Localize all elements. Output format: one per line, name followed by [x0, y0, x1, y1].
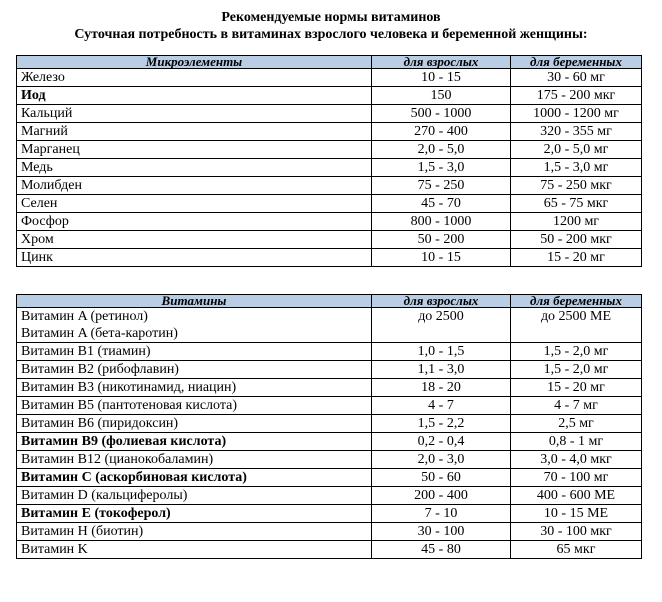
item-name: Цинк — [17, 249, 372, 267]
item-name: Витамин H (биотин) — [17, 523, 372, 541]
adult-value: 1,5 - 2,2 — [372, 415, 511, 433]
adult-value: 30 - 100 — [372, 523, 511, 541]
vitamin-name: Витамин A (ретинол) — [21, 309, 148, 324]
adult-value: 50 - 60 — [372, 469, 511, 487]
item-name: Витамин B12 (цианокобаламин) — [17, 451, 372, 469]
item-name: Витамин B3 (никотинамид, ниацин) — [17, 379, 372, 397]
header-pregnant: для беременных — [511, 295, 642, 308]
header-adult: для взрослых — [372, 56, 511, 69]
table-row — [17, 505, 642, 523]
pregnant-value: 65 - 75 мкг — [511, 195, 642, 213]
item-name: Хром — [17, 231, 372, 249]
adult-value: 2,0 - 5,0 — [372, 141, 511, 159]
adult-value: 10 - 15 — [372, 249, 511, 267]
adult-value: 4 - 7 — [372, 397, 511, 415]
minerals-header-row — [17, 56, 642, 69]
table-row — [17, 433, 642, 451]
page-subtitle: Суточная потребность в витаминах взрослого человека и беременной женщины: — [74, 27, 588, 42]
adult-value: 10 - 15 — [372, 69, 511, 87]
adult-value: 2,0 - 3,0 — [372, 451, 511, 469]
table-row — [17, 541, 642, 559]
adult-value: до 2500 — [372, 308, 511, 343]
table-row — [17, 343, 642, 361]
item-name: Витамин B9 (фолиевая кислота) — [17, 433, 372, 451]
pregnant-value: 30 - 60 мг — [511, 69, 642, 87]
pregnant-value: 65 мкг — [511, 541, 642, 559]
vitamin-name-cell — [17, 308, 372, 343]
table-row — [17, 123, 642, 141]
vitamin-name: Витамин A (бета-каротин) — [21, 326, 178, 341]
pregnant-value: 3,0 - 4,0 мкг — [511, 451, 642, 469]
adult-value: 1,0 - 1,5 — [372, 343, 511, 361]
item-name: Иод — [17, 87, 372, 105]
pregnant-value: 1000 - 1200 мг — [511, 105, 642, 123]
pregnant-value: 15 - 20 мг — [511, 379, 642, 397]
adult-value: 45 - 80 — [372, 541, 511, 559]
adult-value: 0,2 - 0,4 — [372, 433, 511, 451]
item-name: Витамин B5 (пантотеновая кислота) — [17, 397, 372, 415]
adult-value: 200 - 400 — [372, 487, 511, 505]
item-name: Кальций — [17, 105, 372, 123]
pregnant-value: 4 - 7 мг — [511, 397, 642, 415]
adult-value: 18 - 20 — [372, 379, 511, 397]
item-name: Витамин B2 (рибофлавин) — [17, 361, 372, 379]
item-name: Магний — [17, 123, 372, 141]
pregnant-value: 50 - 200 мкг — [511, 231, 642, 249]
pregnant-value: до 2500 МЕ — [511, 308, 642, 343]
adult-value: 150 — [372, 87, 511, 105]
item-name: Фосфор — [17, 213, 372, 231]
header-pregnant: для беременных — [511, 56, 642, 69]
table-row — [17, 379, 642, 397]
pregnant-value: 320 - 355 мг — [511, 123, 642, 141]
vitamins-header-row — [17, 295, 642, 308]
item-name: Витамин E (токоферол) — [17, 505, 372, 523]
header-vitamins: Витамины — [17, 295, 372, 308]
adult-value: 75 - 250 — [372, 177, 511, 195]
table-row — [17, 523, 642, 541]
pregnant-value: 400 - 600 МЕ — [511, 487, 642, 505]
item-name: Селен — [17, 195, 372, 213]
item-name: Медь — [17, 159, 372, 177]
pregnant-value: 1200 мг — [511, 213, 642, 231]
table-row — [17, 469, 642, 487]
page-header — [0, 9, 662, 43]
header-adult: для взрослых — [372, 295, 511, 308]
table-row — [17, 105, 642, 123]
adult-value: 800 - 1000 — [372, 213, 511, 231]
adult-value: 1,5 - 3,0 — [372, 159, 511, 177]
adult-value: 270 - 400 — [372, 123, 511, 141]
adult-value: 7 - 10 — [372, 505, 511, 523]
table-row — [17, 451, 642, 469]
table-row — [17, 87, 642, 105]
table-row — [17, 231, 642, 249]
pregnant-value: 1,5 - 2,0 мг — [511, 343, 642, 361]
table-row — [17, 249, 642, 267]
adult-value: 500 - 1000 — [372, 105, 511, 123]
item-name: Витамин D (кальциферолы) — [17, 487, 372, 505]
item-name: Марганец — [17, 141, 372, 159]
pregnant-value: 1,5 - 3,0 мг — [511, 159, 642, 177]
item-name: Витамин B6 (пиридоксин) — [17, 415, 372, 433]
item-name: Витамин B1 (тиамин) — [17, 343, 372, 361]
pregnant-value: 175 - 200 мкг — [511, 87, 642, 105]
pregnant-value: 70 - 100 мг — [511, 469, 642, 487]
pregnant-value: 30 - 100 мкг — [511, 523, 642, 541]
table-row — [17, 308, 642, 343]
table-row — [17, 361, 642, 379]
vitamins-table — [16, 294, 642, 559]
table-row — [17, 397, 642, 415]
table-row — [17, 141, 642, 159]
item-name: Железо — [17, 69, 372, 87]
pregnant-value: 2,5 мг — [511, 415, 642, 433]
adult-value: 45 - 70 — [372, 195, 511, 213]
pregnant-value: 15 - 20 мг — [511, 249, 642, 267]
page-title: Рекомендуемые нормы витаминов — [221, 10, 441, 25]
adult-value: 50 - 200 — [372, 231, 511, 249]
pregnant-value: 1,5 - 2,0 мг — [511, 361, 642, 379]
pregnant-value: 2,0 - 5,0 мг — [511, 141, 642, 159]
table-row — [17, 159, 642, 177]
minerals-table — [16, 55, 642, 267]
pregnant-value: 10 - 15 МЕ — [511, 505, 642, 523]
table-row — [17, 487, 642, 505]
table-row — [17, 213, 642, 231]
item-name: Витамин C (аскорбиновая кислота) — [17, 469, 372, 487]
table-row — [17, 69, 642, 87]
table-row — [17, 415, 642, 433]
table-row — [17, 195, 642, 213]
item-name: Молибден — [17, 177, 372, 195]
adult-value: 1,1 - 3,0 — [372, 361, 511, 379]
item-name: Витамин K — [17, 541, 372, 559]
table-row — [17, 177, 642, 195]
pregnant-value: 75 - 250 мкг — [511, 177, 642, 195]
pregnant-value: 0,8 - 1 мг — [511, 433, 642, 451]
header-minerals: Микроэлементы — [17, 56, 372, 69]
